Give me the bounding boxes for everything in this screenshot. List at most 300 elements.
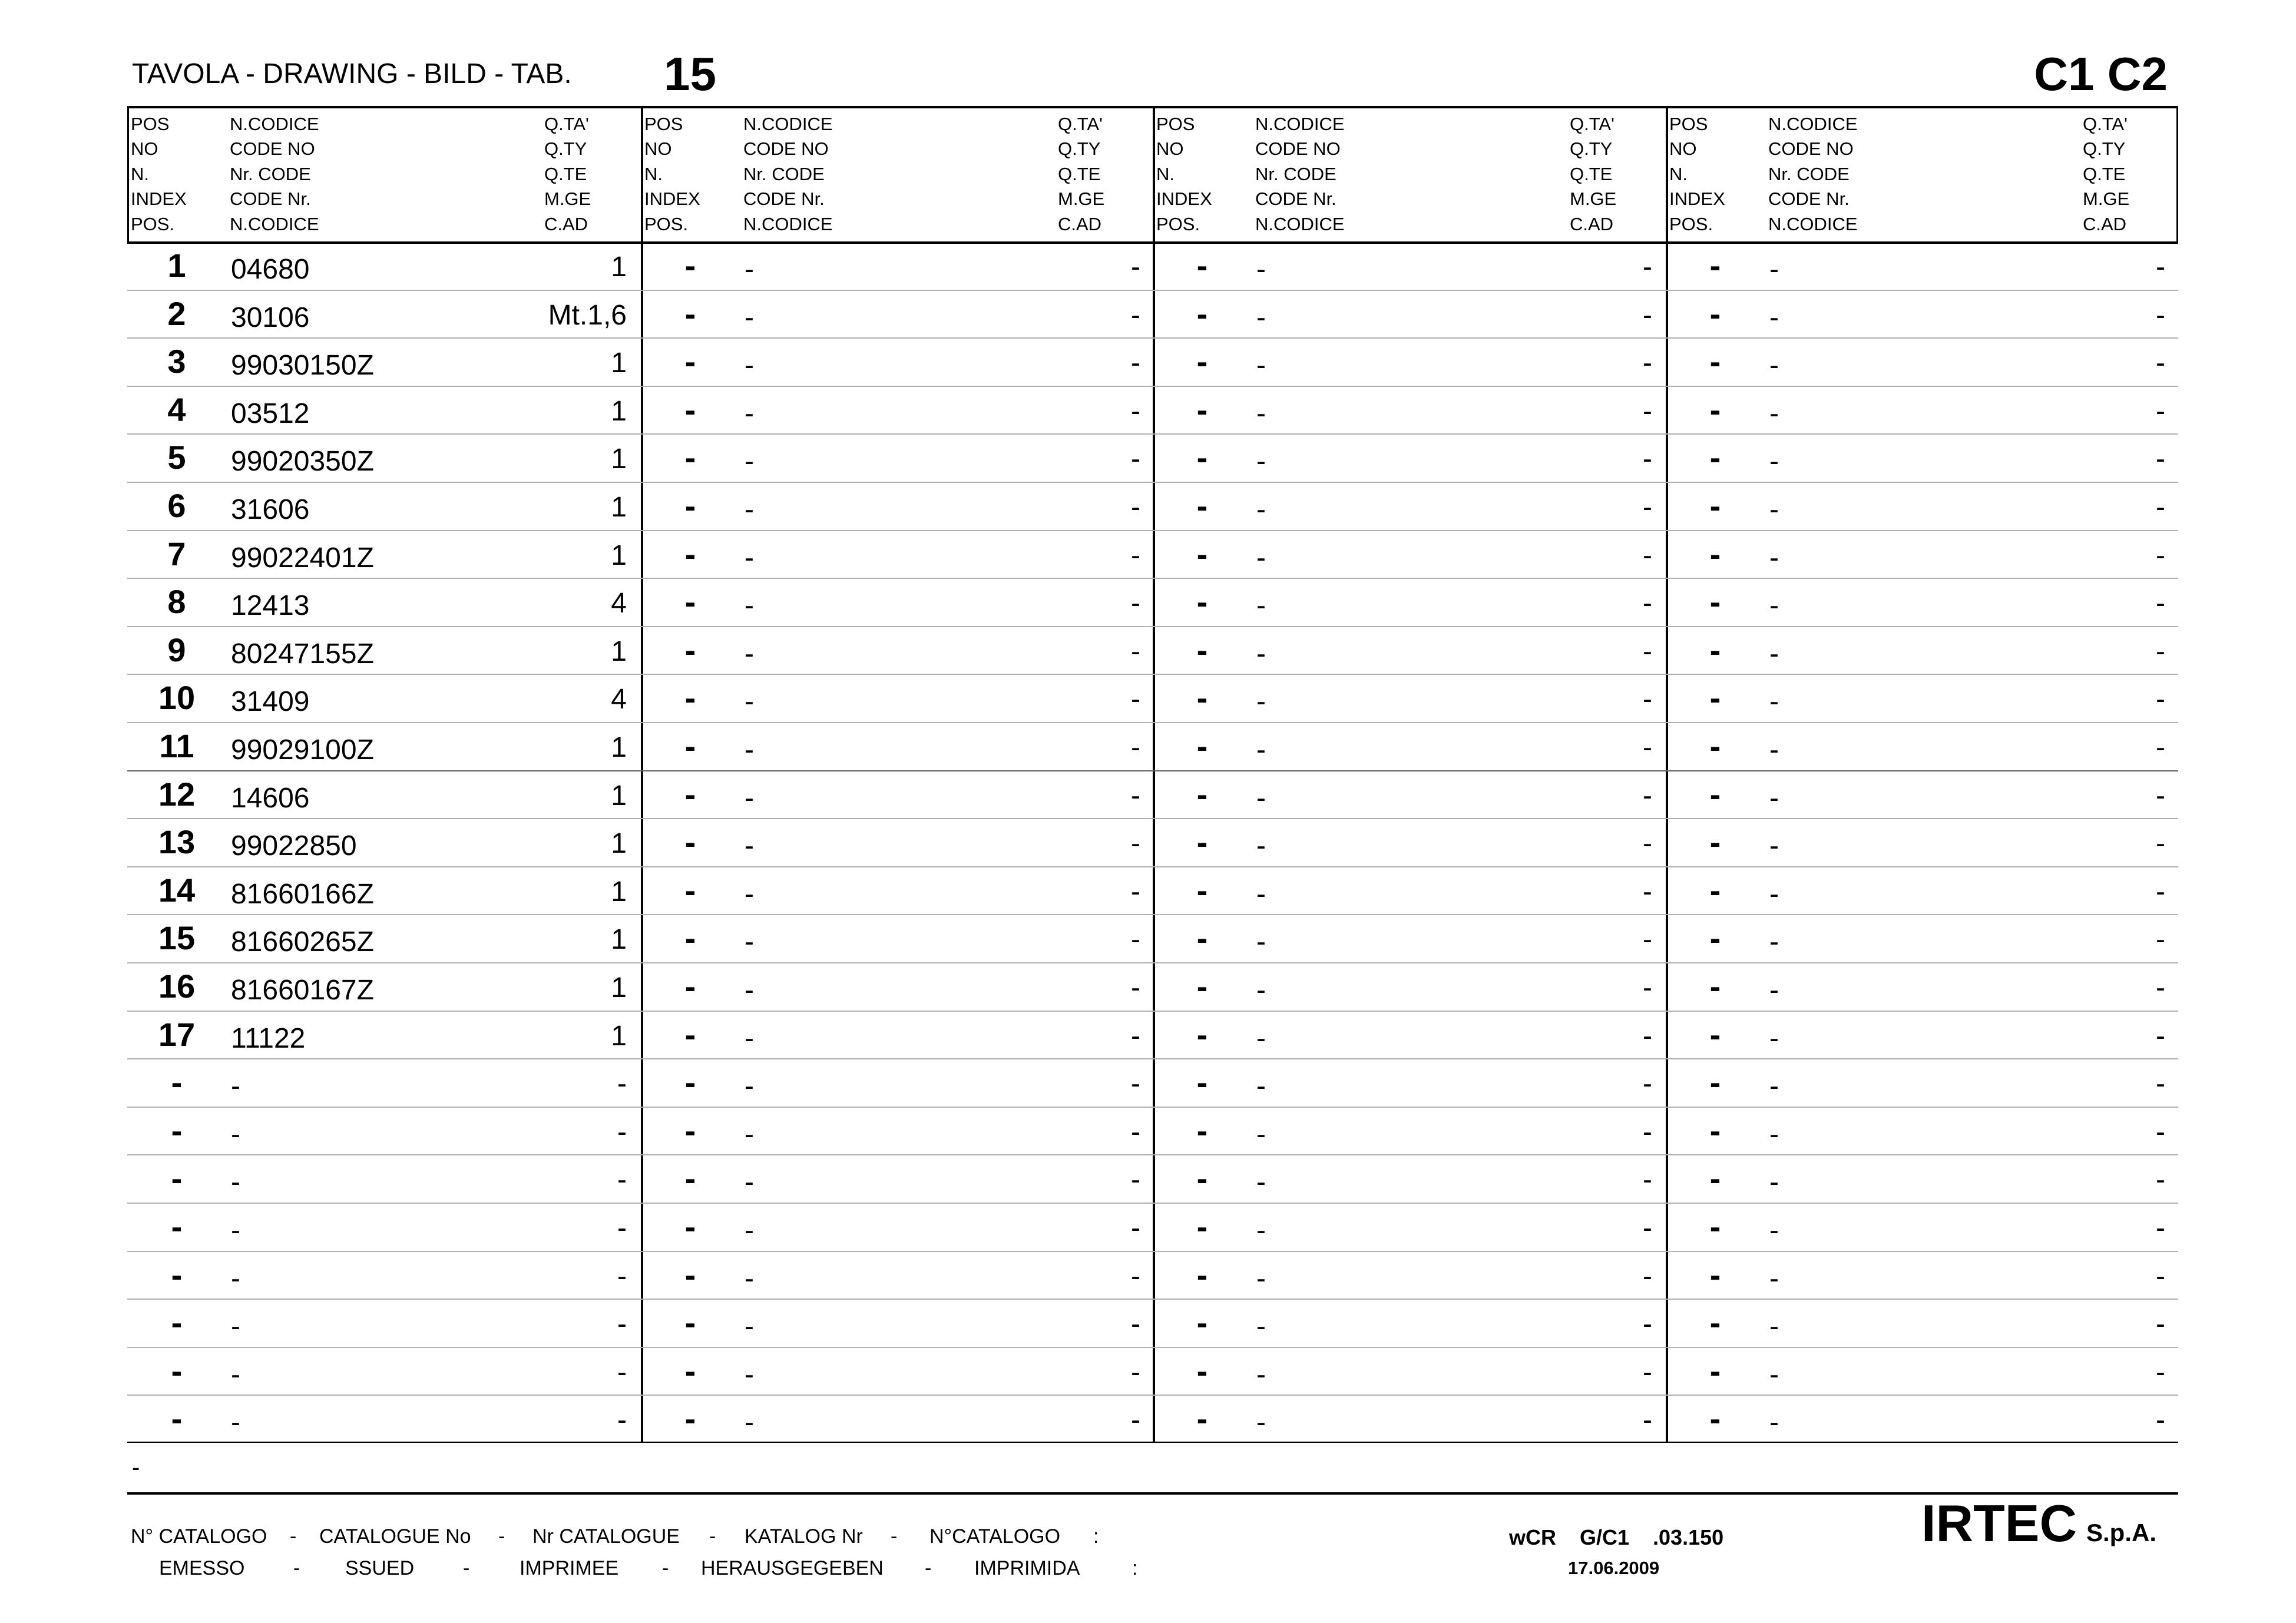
part-code: - (1769, 1167, 1779, 1198)
table-row (1153, 386, 1666, 434)
part-code: 99022850 (231, 830, 357, 862)
header-code-label: CODE Nr. (230, 188, 311, 210)
table-row (1153, 1154, 1666, 1203)
table-row (1153, 1251, 1666, 1299)
table-row (1666, 914, 2179, 962)
part-code: - (1256, 446, 1266, 478)
table-row (641, 1203, 1154, 1251)
quantity: - (2156, 1020, 2165, 1052)
part-code: - (745, 1071, 754, 1102)
table-row (1666, 386, 2179, 434)
quantity: - (1643, 732, 1652, 763)
table-row (1666, 1011, 2179, 1059)
header-code-label: N.CODICE (230, 213, 319, 234)
quantity: - (1131, 1260, 1140, 1292)
part-code: - (1256, 1263, 1266, 1294)
quantity: - (1643, 1260, 1652, 1292)
position-number: - (1709, 535, 1721, 572)
table-row (1666, 1347, 2179, 1395)
quantity: - (1643, 395, 1652, 427)
position-number: - (684, 1304, 696, 1342)
part-code: - (1256, 350, 1266, 382)
quantity: - (2156, 395, 2165, 427)
table-row (1153, 770, 1666, 819)
quantity: - (1131, 1164, 1140, 1196)
quantity: - (1131, 1309, 1140, 1340)
quantity: - (2156, 780, 2165, 812)
part-code: - (1256, 494, 1266, 525)
footer-term: - (290, 1525, 297, 1548)
table-row (1153, 722, 1666, 770)
position-number: - (1196, 343, 1208, 380)
table-row (1666, 337, 2179, 386)
quantity: - (1131, 972, 1140, 1003)
table-row (127, 482, 641, 530)
position-number: - (1196, 1352, 1208, 1389)
position-number: - (684, 247, 696, 284)
table-row (127, 770, 641, 819)
quantity: - (1643, 1405, 1652, 1436)
footer-term: Nr CATALOGUE (532, 1525, 680, 1548)
part-code: - (745, 446, 754, 478)
header-code-column (1768, 112, 1858, 237)
quantity: - (1643, 1213, 1652, 1244)
part-code: - (745, 1407, 754, 1439)
position-number: - (1196, 1208, 1208, 1245)
footer-term: CATALOGUE No (319, 1525, 471, 1548)
header-code-label: Nr. CODE (230, 163, 311, 184)
quantity: - (1643, 443, 1652, 475)
header-pos-label: INDEX (131, 188, 187, 210)
table-row (127, 626, 641, 674)
table-row (127, 1299, 641, 1347)
position-number: - (1709, 390, 1721, 428)
table-row (641, 1107, 1154, 1155)
position-number: 10 (158, 679, 196, 717)
table-row (641, 337, 1154, 386)
header-pos-column (131, 112, 187, 237)
quantity: 1 (611, 492, 627, 523)
position-number: 12 (158, 775, 196, 813)
quantity: 1 (611, 876, 627, 907)
quantity: - (2156, 443, 2165, 475)
position-number: - (1196, 727, 1208, 764)
part-code: - (1256, 926, 1266, 958)
quantity: - (1131, 588, 1140, 620)
header-qty-column (1570, 112, 1616, 237)
header-code-label: CODE NO (230, 138, 315, 160)
position-number: - (1709, 823, 1721, 861)
position-number: - (1196, 1256, 1208, 1293)
position-number: - (1196, 1111, 1208, 1149)
table-row (127, 674, 641, 722)
quantity: - (2156, 251, 2165, 283)
part-code: - (745, 350, 754, 382)
header-pos-label: NO (131, 138, 158, 160)
part-code: 04680 (231, 254, 310, 285)
part-code: - (231, 1167, 240, 1198)
header-pos-label: POS (131, 114, 170, 134)
quantity: - (617, 1405, 627, 1436)
quantity: - (2156, 1405, 2165, 1436)
quantity: - (1131, 876, 1140, 907)
header-pos-label: POS (644, 114, 683, 134)
position-number: - (1709, 631, 1721, 668)
footer-term: : (1093, 1525, 1099, 1548)
table-row (1666, 770, 2179, 819)
footer-term: - (709, 1525, 716, 1548)
table-row (641, 722, 1154, 770)
table-row (127, 1107, 641, 1155)
quantity: - (2156, 1309, 2165, 1340)
part-code: 81660166Z (231, 878, 374, 910)
position-number: - (684, 343, 696, 380)
part-code: - (1769, 975, 1779, 1006)
position-number: - (1709, 1015, 1721, 1053)
table-row (127, 818, 641, 866)
quantity: - (1131, 395, 1140, 427)
position-number: 15 (158, 919, 196, 957)
part-code: - (1769, 302, 1779, 333)
table-row (1153, 1395, 1666, 1443)
part-code: - (1769, 254, 1779, 285)
part-code: 31606 (231, 494, 310, 525)
position-number: - (1709, 294, 1721, 332)
part-code: - (1769, 638, 1779, 670)
parts-table (127, 106, 2178, 1443)
quantity: - (1131, 251, 1140, 283)
position-number: - (684, 631, 696, 668)
position-number: 4 (167, 390, 186, 428)
quantity: - (1131, 684, 1140, 716)
footer-term: - (498, 1525, 505, 1548)
quantity: - (1131, 1213, 1140, 1244)
table-row (641, 1011, 1154, 1059)
part-code: - (745, 590, 754, 622)
position-number: - (171, 1208, 183, 1245)
quantity: - (1131, 635, 1140, 667)
quantity: - (2156, 347, 2165, 379)
part-code: - (1769, 1407, 1779, 1439)
part-code: - (1256, 878, 1266, 910)
position-number: - (1709, 1064, 1721, 1101)
position-number: - (1709, 1304, 1721, 1342)
position-number: - (684, 1064, 696, 1101)
table-row (127, 1154, 641, 1203)
header-code-label: Nr. CODE (1255, 163, 1336, 184)
quantity: 1 (611, 395, 627, 427)
header-qty-column (2083, 112, 2129, 237)
part-code: - (1769, 398, 1779, 429)
position-number: - (1196, 487, 1208, 524)
table-row (1153, 241, 1666, 290)
quantity: - (617, 1068, 627, 1100)
header-pos-label: INDEX (1669, 188, 1725, 210)
position-number: 11 (159, 727, 194, 764)
position-number: - (1709, 247, 1721, 284)
part-code: - (745, 1167, 754, 1198)
quantity: - (1643, 1164, 1652, 1196)
table-row (1153, 578, 1666, 626)
table-row (127, 914, 641, 962)
position-number: 17 (158, 1015, 196, 1053)
quantity: - (1643, 492, 1652, 523)
part-code: - (745, 926, 754, 958)
position-number: - (1196, 1064, 1208, 1101)
header-qty-label: Q.TY (2083, 138, 2126, 160)
position-number: 2 (167, 294, 186, 332)
quantity: 1 (611, 539, 627, 571)
footer-term: - (463, 1557, 470, 1579)
header-pos-label: POS. (1156, 213, 1200, 234)
header-qty-label: Q.TE (1570, 163, 1613, 184)
position-number: - (1709, 1208, 1721, 1245)
position-number: - (1709, 1160, 1721, 1197)
table-row (1153, 482, 1666, 530)
quantity: - (1643, 1116, 1652, 1148)
part-code: - (745, 494, 754, 525)
part-code: - (1256, 734, 1266, 766)
part-code: 14606 (231, 782, 310, 814)
part-code: - (1769, 1215, 1779, 1246)
table-row (1666, 962, 2179, 1011)
table-row (641, 866, 1154, 915)
model-code: C1 C2 (2034, 48, 2168, 100)
table-row (1153, 337, 1666, 386)
part-code: - (1256, 1359, 1266, 1390)
part-code: - (1769, 542, 1779, 574)
position-number: - (1709, 487, 1721, 524)
quantity: - (1643, 1020, 1652, 1052)
table-row (1666, 482, 2179, 530)
part-code: - (745, 1359, 754, 1390)
quantity: 1 (611, 347, 627, 379)
position-number: - (1196, 919, 1208, 957)
part-code: - (1769, 1359, 1779, 1390)
table-row (127, 722, 641, 770)
part-code: - (231, 1118, 240, 1150)
part-code: - (1256, 686, 1266, 718)
position-number: - (1709, 679, 1721, 717)
header-qty-label: Q.TY (1570, 138, 1613, 160)
table-row (641, 290, 1154, 338)
part-code: - (1256, 638, 1266, 670)
quantity: - (2156, 732, 2165, 763)
quantity: - (2156, 299, 2165, 331)
quantity: - (2156, 876, 2165, 907)
table-row (127, 290, 641, 338)
part-code: 12413 (231, 590, 310, 622)
header-qty-label: Q.TA' (1058, 114, 1103, 134)
part-code: - (1256, 254, 1266, 285)
position-number: - (1709, 919, 1721, 957)
position-number: - (684, 487, 696, 524)
table-row (1153, 626, 1666, 674)
position-number: - (171, 1304, 183, 1342)
footer-term: SSUED (345, 1557, 415, 1579)
header-qty-label: Q.TA' (1570, 114, 1615, 134)
quantity: - (2156, 492, 2165, 523)
position-number: - (684, 439, 696, 476)
header-pos-label: INDEX (644, 188, 700, 210)
quantity: - (2156, 1213, 2165, 1244)
position-number: - (684, 294, 696, 332)
part-code: - (1769, 1263, 1779, 1294)
quantity: - (1643, 347, 1652, 379)
header-code-column (743, 112, 833, 237)
part-code: 31409 (231, 686, 310, 718)
position-number: - (684, 871, 696, 909)
company-name: IRTEC (1921, 1494, 2077, 1552)
position-number: - (1196, 583, 1208, 621)
position-number: 14 (158, 871, 196, 909)
table-row (127, 578, 641, 626)
table-row (1153, 1299, 1666, 1347)
part-code: - (1256, 1071, 1266, 1102)
position-number: - (684, 919, 696, 957)
position-number: - (1196, 775, 1208, 813)
table-row (1666, 818, 2179, 866)
part-code: - (1256, 302, 1266, 333)
header-pos-label: NO (1669, 138, 1697, 160)
part-code: - (1769, 1118, 1779, 1150)
table-row (1153, 962, 1666, 1011)
position-number: - (684, 583, 696, 621)
part-code: - (745, 638, 754, 670)
table-row (127, 1395, 641, 1443)
catalog-code: wCR G/C1 .03.150 (1509, 1525, 1724, 1549)
quantity: - (2156, 539, 2165, 571)
header-pos-label: POS. (644, 213, 689, 234)
position-number: - (1196, 871, 1208, 909)
part-code: 99030150Z (231, 350, 374, 382)
quantity: - (1131, 1405, 1140, 1436)
table-row (1153, 914, 1666, 962)
quantity: 1 (611, 1020, 627, 1052)
position-number: - (684, 968, 696, 1005)
quantity: - (2156, 972, 2165, 1003)
header-code-label: CODE NO (1255, 138, 1341, 160)
header-pos-label: NO (644, 138, 672, 160)
table-row (641, 1058, 1154, 1107)
position-number: - (1709, 1352, 1721, 1389)
quantity: - (1643, 972, 1652, 1003)
position-number: - (1196, 968, 1208, 1005)
part-code: - (231, 1311, 240, 1343)
part-code: - (231, 1071, 240, 1102)
table-row (127, 962, 641, 1011)
quantity: - (1131, 924, 1140, 956)
table-row (1666, 530, 2179, 578)
quantity: - (1643, 684, 1652, 716)
header-code-label: N.CODICE (1768, 114, 1858, 134)
table-row (641, 1395, 1154, 1443)
quantity: - (1131, 443, 1140, 475)
issue-date: 17.06.2009 (1568, 1558, 1660, 1578)
quantity: Mt.1,6 (548, 299, 627, 331)
quantity: - (2156, 1116, 2165, 1148)
table-row (1666, 578, 2179, 626)
table-row (127, 337, 641, 386)
quantity: - (1643, 924, 1652, 956)
quantity: - (2156, 588, 2165, 620)
header-qty-label: Q.TA' (2083, 114, 2128, 134)
position-number: - (1196, 294, 1208, 332)
header-pos-label: INDEX (1156, 188, 1212, 210)
header-qty-label: M.GE (1058, 188, 1105, 210)
position-number: - (684, 1208, 696, 1245)
quantity: - (2156, 635, 2165, 667)
part-code: - (1256, 830, 1266, 862)
header-code-label: CODE Nr. (1255, 188, 1336, 210)
table-row (1666, 1107, 2179, 1155)
part-code: - (1769, 494, 1779, 525)
quantity: - (1131, 347, 1140, 379)
part-code: - (1769, 1022, 1779, 1054)
part-code: 99020350Z (231, 446, 374, 478)
footer-term: - (891, 1525, 898, 1548)
quantity: - (2156, 924, 2165, 956)
part-code: - (1769, 734, 1779, 766)
quantity: 1 (611, 443, 627, 475)
position-number: - (684, 1256, 696, 1293)
header-qty-label: C.AD (1058, 213, 1102, 234)
part-code: - (745, 830, 754, 862)
header-pos-column (1669, 112, 1725, 237)
header-code-column (1255, 112, 1345, 237)
quantity: - (1131, 539, 1140, 571)
header-qty-label: C.AD (2083, 213, 2127, 234)
quantity: - (1131, 828, 1140, 860)
position-number: - (1196, 390, 1208, 428)
quantity: - (1643, 299, 1652, 331)
position-number: - (684, 679, 696, 717)
footer-term: - (662, 1557, 669, 1579)
part-code: - (1769, 782, 1779, 814)
position-number: - (1196, 1400, 1208, 1437)
position-number: - (1709, 583, 1721, 621)
part-code: 81660265Z (231, 926, 374, 958)
quantity: - (2156, 828, 2165, 860)
header-code-label: N.CODICE (230, 114, 319, 134)
header-pos-label: N. (644, 163, 663, 184)
table-row (127, 241, 641, 290)
header-pos-label: NO (1156, 138, 1184, 160)
part-code: 99022401Z (231, 542, 374, 574)
position-number: - (1709, 968, 1721, 1005)
position-number: - (1709, 775, 1721, 813)
footer-term: IMPRIMIDA (974, 1557, 1080, 1579)
header-pos-label: POS. (131, 213, 175, 234)
table-row (641, 962, 1154, 1011)
part-code: - (231, 1263, 240, 1294)
part-code: 03512 (231, 398, 310, 429)
quantity: - (2156, 1068, 2165, 1100)
header-pos-column (644, 112, 700, 237)
table-row (127, 386, 641, 434)
header-qty-label: M.GE (1570, 188, 1617, 210)
table-row (1153, 818, 1666, 866)
table-row (127, 433, 641, 482)
header-pos-label: POS (1156, 114, 1195, 134)
position-number: - (1196, 1015, 1208, 1053)
quantity: - (1131, 1068, 1140, 1100)
table-row (1666, 674, 2179, 722)
part-code: - (1769, 1311, 1779, 1343)
quantity: - (1643, 876, 1652, 907)
quantity: - (617, 1116, 627, 1148)
footer-term: HERAUSGEGEBEN (701, 1557, 884, 1579)
